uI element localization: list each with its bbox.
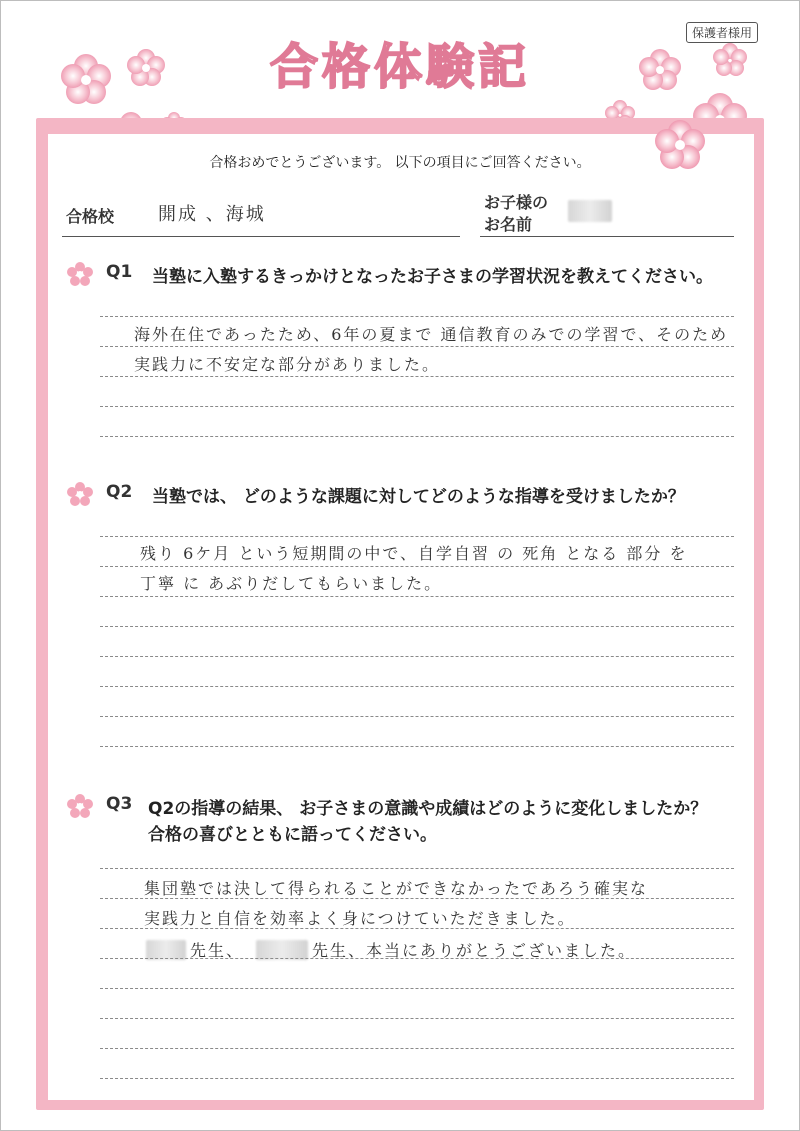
child-name-underline [480, 236, 734, 237]
answer-1-line-2: 実践力に不安定な部分がありました。 [134, 355, 441, 374]
answer-line [100, 1048, 734, 1049]
answer-line [100, 988, 734, 989]
answer-line [100, 346, 734, 347]
answer-line [100, 686, 734, 687]
answer-line [100, 566, 734, 567]
intro-text: 合格おめでとうございます。 以下の項目にご回答ください。 [209, 155, 591, 171]
answer-3-line-2: 実践力と自信を効率よく身につけていただきました。 [144, 909, 576, 928]
school-value: 開成 、海城 [158, 204, 266, 225]
answer-line [100, 376, 734, 377]
answer-line [100, 596, 734, 597]
flower-corner-icon [640, 105, 720, 185]
answer-line [100, 898, 734, 899]
question-number: Q1 [106, 262, 133, 282]
answer-line [100, 716, 734, 717]
teacher-name-redacted-1 [146, 940, 186, 960]
answer-1-line-1: 海外在住であったため、6年の夏まで 通信教育のみでの学習で、そのため [134, 325, 729, 344]
teacher-name-redacted-2 [256, 940, 308, 960]
flower-bullet-icon [66, 262, 94, 286]
answer-line [100, 626, 734, 627]
form-type-tag: 保護者様用 [686, 22, 758, 43]
answer-line [100, 406, 734, 407]
question-text: 当塾に入塾するきっかけとなったお子さまの学習状況を教えてください。 [152, 267, 713, 287]
answer-3-line-1: 集団塾では決して得られることができなかったであろう確実な [144, 879, 649, 898]
answer-line [100, 928, 734, 929]
answer-3-line-3-part-1: 先生、 [190, 941, 245, 960]
question-text-line-1: Q2の指導の結果、 お子さまの意識や成績はどのように変化しましたか？ [148, 799, 708, 819]
answer-line [100, 1078, 734, 1079]
answer-line [100, 1018, 734, 1019]
answer-line [100, 656, 734, 657]
page-title: 合格体験記 [269, 39, 530, 95]
answer-line [100, 868, 734, 869]
answer-line [100, 316, 734, 317]
answer-3-line-3-part-2: 先生、本当にありがとうございました。 [312, 941, 637, 960]
answer-2-line-1: 残り 6ケ月 という短期間の中で、自学自習 の 死角 となる 部分 を [140, 544, 688, 563]
question-text-line-2: 合格の喜びとともに語ってください。 [148, 825, 437, 845]
question-number: Q3 [106, 794, 133, 814]
school-label: 合格校 [66, 207, 115, 226]
answer-2-line-2: 丁寧 に あぶりだしてもらいました。 [140, 574, 443, 593]
answer-line [100, 436, 734, 437]
school-underline [62, 236, 460, 237]
child-name-label-1: お子様の [484, 193, 549, 212]
answer-line [100, 746, 734, 747]
child-name-redacted [568, 200, 612, 222]
child-name-label-2: お名前 [484, 215, 533, 234]
answer-line [100, 536, 734, 537]
flower-bullet-icon [66, 482, 94, 506]
answer-line [100, 958, 734, 959]
question-number: Q2 [106, 482, 133, 502]
flower-bullet-icon [66, 794, 94, 818]
question-text: 当塾では、 どのような課題に対してどのような指導を受けましたか？ [152, 487, 685, 507]
